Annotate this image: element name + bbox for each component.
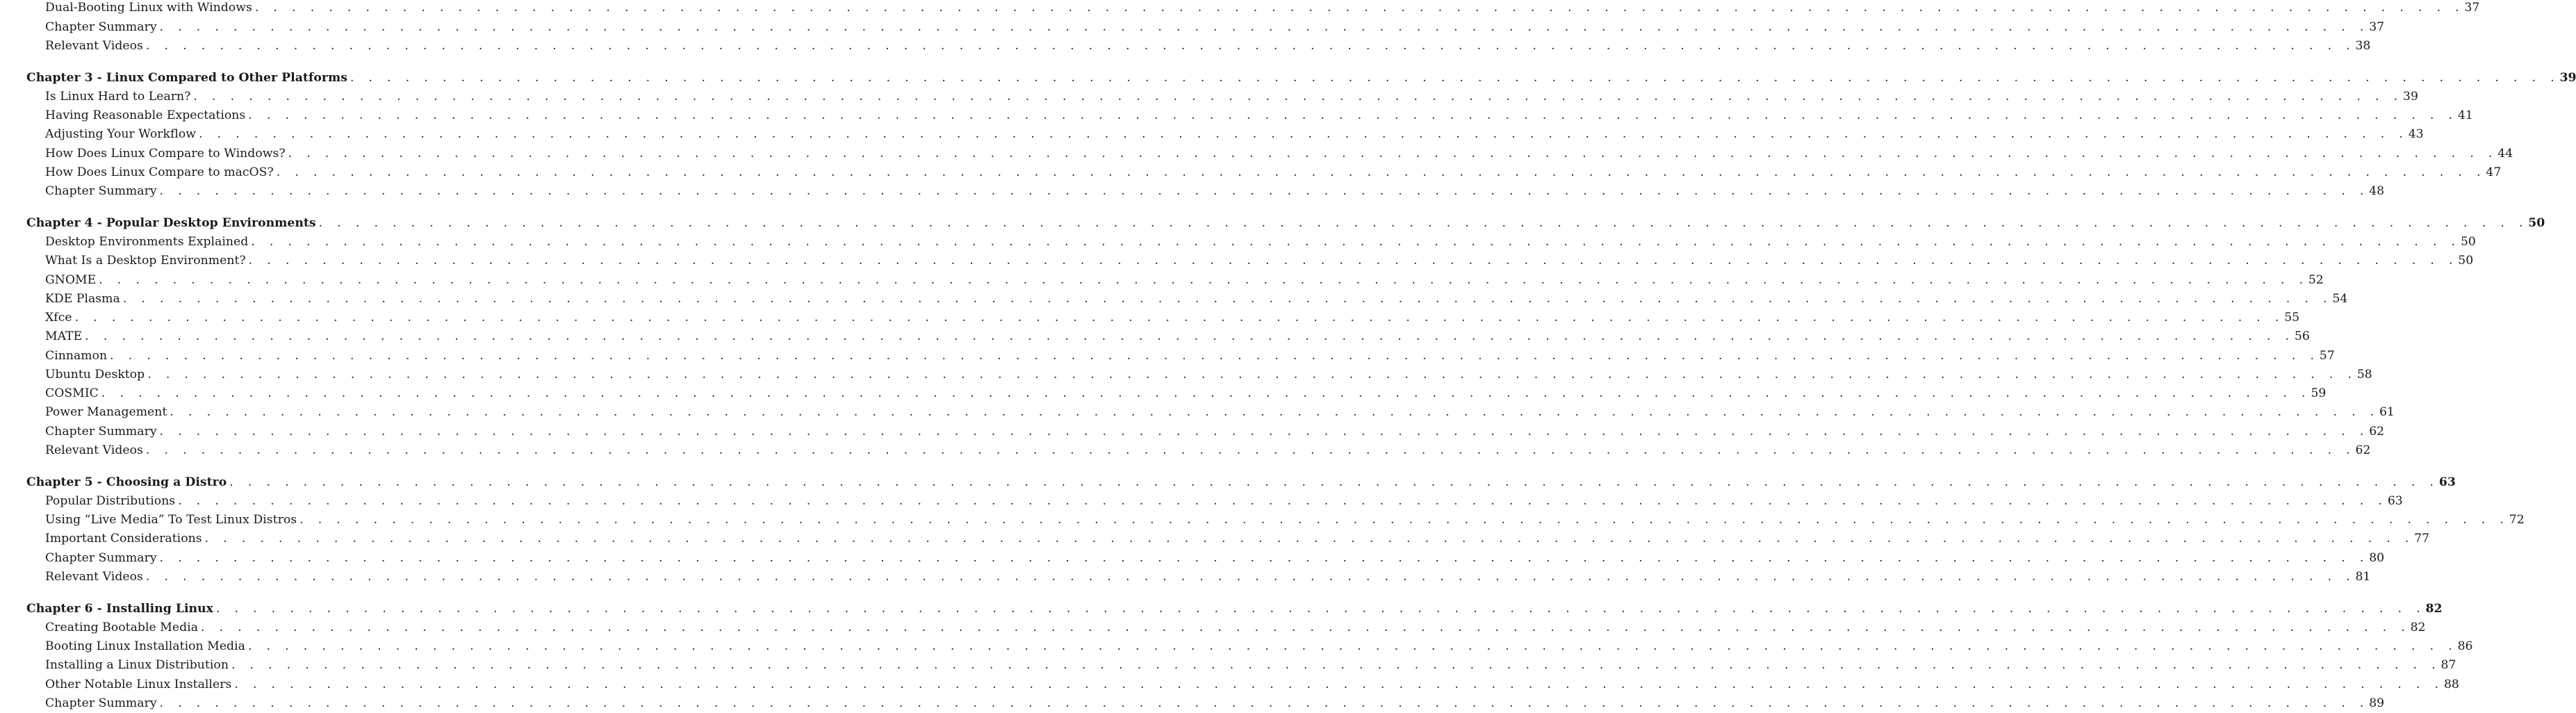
toc-entry-title: How Does Linux Compare to macOS? (45, 165, 277, 179)
dot-leader: . . . . . . . . . . . . . . . . . . . . . . . . . . . . . . . . . . . . . . . . . . . . . . . . . . . . . . . . . . . . . . . . . . . . . . . . . . . . . . . . . . . . . . . . . . . . . . . . . . . . . . . . . . . . . . . . . . . . . . . . (199, 127, 2409, 142)
dot-leader: . . . . . . . . . . . . . . . . . . . . . . . . . . . . . . . . . . . . . . . . . . . . . . . . . . . . . . . . . . . . . . . . . . . . . . . . . . . . . . . . . . . . . . . . . . . . . . . . . . . . . . . . . . . . . . . . . . . . . . . . (145, 443, 2356, 457)
toc-section-entry[interactable] (0, 37, 2371, 56)
toc-entry-title: How Does Linux Compare to Windows? (45, 147, 288, 161)
dot-leader: . . . . . . . . . . . . . . . . . . . . . . . . . . . . . . . . . . . . . . . . . . . . . . . . . . . . . . . . . . . . . . . . . . . . . . . . . . . . . . . . . . . . . . . . . . . . . . . . . . . . . . . . . . . . . . . . . . . . . . . . (85, 329, 2295, 344)
toc-section-entry[interactable] (0, 233, 2476, 252)
dot-leader: . . . . . . . . . . . . . . . . . . . . . . . . . . . . . . . . . . . . . . . . . . . . . . . . . . . . . . . . . . . . . . . . . . . . . . . . . . . . . . . . . . . . . . . . . . . . . . . . . . . . . . . . . . . . . . . . . . . . . . . . (170, 405, 2379, 420)
toc-entry-title: KDE Plasma (45, 292, 123, 306)
dot-leader: . . . . . . . . . . . . . . . . . . . . . . . . . . . . . . . . . . . . . . . . . . . . . . . . . . . . . . . . . . . . . . . . . . . . . . . . . . . . . . . . . . . . . . . . . . . . . . . . . . . . . . . . . . . . . . . . . . . . . . . . (254, 1, 2465, 15)
dot-leader: . . . . . . . . . . . . . . . . . . . . . . . . . . . . . . . . . . . . . . . . . . . . . . . . . . . . . . . . . . . . . . . . . . . . . . . . . . . . . . . . . . . . . . . . . . . . . . . . . . . . . . . . . . . . . . . . . . . . . . . . (159, 550, 2370, 565)
toc-section-entry[interactable] (0, 530, 2430, 548)
toc-entry-title: Chapter Summary (45, 184, 160, 198)
toc-entry-title: Chapter Summary (45, 696, 160, 710)
toc-entry-page-number: 39 (2559, 70, 2576, 85)
toc-entry-title: Chapter 5 - Choosing a Distro (26, 475, 229, 489)
toc-entry-page-number: 72 (2509, 513, 2525, 527)
toc-chapter-entry[interactable] (0, 473, 2456, 491)
dot-leader: . . . . . . . . . . . . . . . . . . . . . . . . . . . . . . . . . . . . . . . . . . . . . . . . . . . . . . . . . . . . . . . . . . . . . . . . . . . . . . . . . . . . . . . . . . . . . . . . . . . . . . . . . . . . . . . . . . . . . . . . (350, 70, 2560, 85)
toc-section-entry[interactable] (0, 327, 2310, 346)
toc-section-entry[interactable] (0, 309, 2300, 327)
toc-entry-title: Using “Live Media” To Test Linux Distros (45, 513, 300, 527)
toc-entry-title: Adjusting Your Workflow (45, 127, 199, 141)
dot-leader: . . . . . . . . . . . . . . . . . . . . . . . . . . . . . . . . . . . . . . . . . . . . . . . . . . . . . . . . . . . . . . . . . . . . . . . . . . . . . . . . . . . . . . . . . . . . . . . . . . . . . . . . . . . . . . . . . . . . . . . . (178, 493, 2388, 508)
toc-entry-title: Desktop Environments Explained (45, 235, 251, 249)
toc-entry-page-number: 87 (2440, 658, 2456, 673)
toc-entry-page-number: 63 (2438, 475, 2456, 489)
dot-leader: . . . . . . . . . . . . . . . . . . . . . . . . . . . . . . . . . . . . . . . . . . . . . . . . . . . . . . . . . . . . . . . . . . . . . . . . . . . . . . . . . . . . . . . . . . . . . . . . . . . . . . . . . . . . . . . . . . . . . . . . (229, 475, 2439, 489)
dot-leader: . . . . . . . . . . . . . . . . . . . . . . . . . . . . . . . . . . . . . . . . . . . . . . . . . . . . . . . . . . . . . . . . . . . . . . . . . . . . . . . . . . . . . . . . . . . . . . . . . . . . . . . . . . . . . . . . . . . . . . . . (248, 108, 2458, 122)
toc-entry-page-number: 47 (2486, 165, 2502, 179)
dot-leader: . . . . . . . . . . . . . . . . . . . . . . . . . . . . . . . . . . . . . . . . . . . . . . . . . . . . . . . . . . . . . . . . . . . . . . . . . . . . . . . . . . . . . . . . . . . . . . . . . . . . . . . . . . . . . . . . . . . . . . . . (145, 38, 2356, 53)
toc-entry-page-number: 86 (2457, 639, 2473, 653)
dot-leader: . . . . . . . . . . . . . . . . . . . . . . . . . . . . . . . . . . . . . . . . . . . . . . . . . . . . . . . . . . . . . . . . . . . . . . . . . . . . . . . . . . . . . . . . . . . . . . . . . . . . . . . . . . . . . . . . . . . . . . . . (276, 165, 2486, 179)
toc-chapter-entry[interactable] (0, 68, 2576, 87)
toc-section-entry[interactable] (0, 384, 2327, 403)
toc-entry-title: Relevant Videos (45, 570, 146, 584)
dot-leader: . . . . . . . . . . . . . . . . . . . . . . . . . . . . . . . . . . . . . . . . . . . . . . . . . . . . . . . . . . . . . . . . . . . . . . . . . . . . . . . . . . . . . . . . . . . . . . . . . . . . . . . . . . . . . . . . . . . . . . . . (147, 367, 2357, 382)
toc-section-entry[interactable] (0, 441, 2371, 460)
toc-entry-page-number: 55 (2284, 311, 2300, 325)
toc-entry-title: Xfce (45, 311, 75, 325)
dot-leader: . . . . . . . . . . . . . . . . . . . . . . . . . . . . . . . . . . . . . . . . . . . . . . . . . . . . . . . . . . . . . . . . . . . . . . . . . . . . . . . . . . . . . . . . . . . . . . . . . . . . . . . . . . . . . . . . . . . . . . . . (300, 513, 2509, 527)
toc-entry-page-number: 39 (2403, 89, 2418, 104)
dot-leader: . . . . . . . . . . . . . . . . . . . . . . . . . . . . . . . . . . . . . . . . . . . . . . . . . . . . . . . . . . . . . . . . . . . . . . . . . . . . . . . . . . . . . . . . . . . . . . . . . . . . . . . . . . . . . . . . . . . . . . . . (110, 348, 2320, 363)
toc-entry-page-number: 52 (2308, 272, 2324, 287)
toc-entry-page-number: 37 (2369, 19, 2385, 34)
dot-leader: . . . . . . . . . . . . . . . . . . . . . . . . . . . . . . . . . . . . . . . . . . . . . . . . . . . . . . . . . . . . . . . . . . . . . . . . . . . . . . . . . . . . . . . . . . . . . . . . . . . . . . . . . . . . . . . . . . . . . . . . (74, 311, 2285, 325)
toc-section-entry[interactable] (0, 17, 2385, 36)
dot-leader: . . . . . . . . . . . . . . . . . . . . . . . . . . . . . . . . . . . . . . . . . . . . . . . . . . . . . . . . . . . . . . . . . . . . . . . . . . . . . . . . . . . . . . . . . . . . . . . . . . . . . . . . . . . . . . . . . . . . . . . . (318, 215, 2529, 230)
toc-section-entry[interactable] (0, 182, 2385, 201)
dot-leader: . . . . . . . . . . . . . . . . . . . . . . . . . . . . . . . . . . . . . . . . . . . . . . . . . . . . . . . . . . . . . . . . . . . . . . . . . . . . . . . . . . . . . . . . . . . . . . . . . . . . . . . . . . . . . . . . . . . . . . . . (99, 272, 2308, 287)
toc-entry-page-number: 38 (2355, 38, 2371, 53)
toc-entry-title: GNOME (45, 273, 99, 287)
toc-section-entry[interactable] (0, 492, 2403, 511)
toc-entry-title: Chapter 4 - Popular Desktop Environments (26, 216, 319, 230)
dot-leader: . . . . . . . . . . . . . . . . . . . . . . . . . . . . . . . . . . . . . . . . . . . . . . . . . . . . . . . . . . . . . . . . . . . . . . . . . . . . . . . . . . . . . . . . . . . . . . . . . . . . . . . . . . . . . . . . . . . . . . . . (145, 569, 2356, 584)
toc-chapter-entry[interactable] (0, 599, 2443, 618)
dot-leader: . . . . . . . . . . . . . . . . . . . . . . . . . . . . . . . . . . . . . . . . . . . . . . . . . . . . . . . . . . . . . . . . . . . . . . . . . . . . . . . . . . . . . . . . . . . . . . . . . . . . . . . . . . . . . . . . . . . . . . . . (201, 620, 2411, 634)
toc-section-entry[interactable] (0, 366, 2372, 384)
toc-section-entry[interactable] (0, 422, 2385, 441)
dot-leader: . . . . . . . . . . . . . . . . . . . . . . . . . . . . . . . . . . . . . . . . . . . . . . . . . . . . . . . . . . . . . . . . . . . . . . . . . . . . . . . . . . . . . . . . . . . . . . . . . . . . . . . . . . . . . . . . . . . . . . . . (101, 386, 2311, 400)
dot-leader: . . . . . . . . . . . . . . . . . . . . . . . . . . . . . . . . . . . . . . . . . . . . . . . . . . . . . . . . . . . . . . . . . . . . . . . . . . . . . . . . . . . . . . . . . . . . . . . . . . . . . . . . . . . . . . . . . . . . . . . . (288, 146, 2498, 161)
toc-entry-page-number: 44 (2497, 146, 2513, 161)
toc-entry-title: Ubuntu Desktop (45, 368, 147, 382)
toc-entry-title: Chapter Summary (45, 425, 160, 439)
dot-leader: . . . . . . . . . . . . . . . . . . . . . . . . . . . . . . . . . . . . . . . . . . . . . . . . . . . . . . . . . . . . . . . . . . . . . . . . . . . . . . . . . . . . . . . . . . . . . . . . . . . . . . . . . . . . . . . . . . . . . . . . (193, 89, 2404, 104)
toc-entry-page-number: 56 (2294, 329, 2310, 344)
dot-leader: . . . . . . . . . . . . . . . . . . . . . . . . . . . . . . . . . . . . . . . . . . . . . . . . . . . . . . . . . . . . . . . . . . . . . . . . . . . . . . . . . . . . . . . . . . . . . . . . . . . . . . . . . . . . . . . . . . . . . . . . (204, 532, 2415, 546)
dot-leader: . . . . . . . . . . . . . . . . . . . . . . . . . . . . . . . . . . . . . . . . . . . . . . . . . . . . . . . . . . . . . . . . . . . . . . . . . . . . . . . . . . . . . . . . . . . . . . . . . . . . . . . . . . . . . . . . . . . . . . . . (247, 639, 2458, 653)
toc-entry-page-number: 89 (2369, 696, 2385, 710)
toc-entry-page-number: 58 (2356, 367, 2372, 382)
toc-entry-page-number: 50 (2458, 254, 2474, 268)
toc-entry-title: Relevant Videos (45, 443, 146, 457)
toc-entry-page-number: 48 (2369, 184, 2385, 198)
toc-entry-page-number: 82 (2425, 601, 2443, 616)
toc-entry-title: Is Linux Hard to Learn? (45, 90, 193, 104)
toc-entry-page-number: 63 (2387, 493, 2403, 508)
toc-entry-title: MATE (45, 329, 85, 343)
toc-section-entry[interactable] (0, 675, 2459, 694)
toc-entry-title: Popular Distributions (45, 494, 178, 508)
toc-section-entry[interactable] (0, 637, 2473, 656)
dot-leader: . . . . . . . . . . . . . . . . . . . . . . . . . . . . . . . . . . . . . . . . . . . . . . . . . . . . . . . . . . . . . . . . . . . . . . . . . . . . . . . . . . . . . . . . . . . . . . . . . . . . . . . . . . . . . . . . . . . . . . . . (122, 291, 2333, 306)
dot-leader: . . . . . . . . . . . . . . . . . . . . . . . . . . . . . . . . . . . . . . . . . . . . . . . . . . . . . . . . . . . . . . . . . . . . . . . . . . . . . . . . . . . . . . . . . . . . . . . . . . . . . . . . . . . . . . . . . . . . . . . . (159, 696, 2370, 710)
toc-section-entry[interactable] (0, 511, 2525, 530)
toc-section-entry[interactable] (0, 144, 2513, 163)
toc-entry-page-number: 88 (2443, 677, 2459, 691)
toc-entry-title: Power Management (45, 405, 170, 419)
toc-entry-title: Installing a Linux Distribution (45, 658, 231, 672)
toc-entry-title: Dual-Booting Linux with Windows (45, 1, 255, 15)
toc-entry-title: Other Notable Linux Installers (45, 678, 234, 691)
toc-entry-page-number: 77 (2414, 532, 2430, 546)
toc-section-entry[interactable] (0, 290, 2348, 309)
toc-section-entry[interactable] (0, 618, 2426, 637)
dot-leader: . . . . . . . . . . . . . . . . . . . . . . . . . . . . . . . . . . . . . . . . . . . . . . . . . . . . . . . . . . . . . . . . . . . . . . . . . . . . . . . . . . . . . . . . . . . . . . . . . . . . . . . . . . . . . . . . . . . . . . . . (159, 19, 2370, 34)
toc-entry-page-number: 54 (2332, 291, 2348, 306)
toc-entry-title: Creating Bootable Media (45, 621, 201, 634)
toc-entry-page-number: 59 (2311, 386, 2327, 400)
toc-section-entry[interactable] (0, 346, 2335, 365)
toc-entry-page-number: 80 (2369, 550, 2385, 565)
toc-entry-title: Having Reasonable Expectations (45, 108, 248, 122)
dot-leader: . . . . . . . . . . . . . . . . . . . . . . . . . . . . . . . . . . . . . . . . . . . . . . . . . . . . . . . . . . . . . . . . . . . . . . . . . . . . . . . . . . . . . . . . . . . . . . . . . . . . . . . . . . . . . . . . . . . . . . . . (231, 658, 2441, 673)
toc-section-entry[interactable] (0, 694, 2385, 713)
toc-entry-title: Booting Linux Installation Media (45, 639, 248, 653)
toc-entry-page-number: 41 (2457, 108, 2473, 122)
toc-section-entry[interactable] (0, 270, 2324, 289)
toc-section-entry[interactable] (0, 568, 2371, 587)
toc-entry-title: Chapter Summary (45, 551, 160, 565)
toc-entry-page-number: 62 (2369, 424, 2385, 439)
toc-section-entry[interactable] (0, 106, 2473, 125)
toc-entry-page-number: 43 (2408, 127, 2424, 142)
toc-entry-page-number: 61 (2379, 405, 2395, 420)
toc-entry-page-number: 57 (2319, 348, 2335, 363)
toc-entry-title: Chapter 3 - Linux Compared to Other Platforms (26, 71, 350, 85)
toc-section-entry[interactable] (0, 656, 2456, 675)
toc-section-entry[interactable] (0, 88, 2418, 106)
dot-leader: . . . . . . . . . . . . . . . . . . . . . . . . . . . . . . . . . . . . . . . . . . . . . . . . . . . . . . . . . . . . . . . . . . . . . . . . . . . . . . . . . . . . . . . . . . . . . . . . . . . . . . . . . . . . . . . . . . . . . . . . (159, 184, 2370, 198)
toc-entry-title: Chapter Summary (45, 20, 160, 34)
toc-entry-page-number: 82 (2410, 620, 2426, 634)
dot-leader: . . . . . . . . . . . . . . . . . . . . . . . . . . . . . . . . . . . . . . . . . . . . . . . . . . . . . . . . . . . . . . . . . . . . . . . . . . . . . . . . . . . . . . . . . . . . . . . . . . . . . . . . . . . . . . . . . . . . . . . . (248, 254, 2459, 268)
dot-leader: . . . . . . . . . . . . . . . . . . . . . . . . . . . . . . . . . . . . . . . . . . . . . . . . . . . . . . . . . . . . . . . . . . . . . . . . . . . . . . . . . . . . . . . . . . . . . . . . . . . . . . . . . . . . . . . . . . . . . . . . (159, 424, 2370, 439)
toc-entry-page-number: 37 (2464, 1, 2480, 15)
toc-chapter-entry[interactable] (0, 214, 2545, 233)
toc-entry-title: Cinnamon (45, 349, 110, 363)
dot-leader: . . . . . . . . . . . . . . . . . . . . . . . . . . . . . . . . . . . . . . . . . . . . . . . . . . . . . . . . . . . . . . . . . . . . . . . . . . . . . . . . . . . . . . . . . . . . . . . . . . . . . . . . . . . . . . . . . . . . . . . . (251, 235, 2461, 249)
toc-entry-page-number: 62 (2355, 443, 2371, 457)
toc-entry-page-number: 50 (2460, 235, 2476, 249)
toc-entry-page-number: 81 (2355, 569, 2371, 584)
dot-leader: . . . . . . . . . . . . . . . . . . . . . . . . . . . . . . . . . . . . . . . . . . . . . . . . . . . . . . . . . . . . . . . . . . . . . . . . . . . . . . . . . . . . . . . . . . . . . . . . . . . . . . . . . . . . . . . . . . . . . . . . (234, 677, 2444, 691)
dot-leader: . . . . . . . . . . . . . . . . . . . . . . . . . . . . . . . . . . . . . . . . . . . . . . . . . . . . . . . . . . . . . . . . . . . . . . . . . . . . . . . . . . . . . . . . . . . . . . . . . . . . . . . . . . . . . . . . . . . . . . . . (215, 601, 2426, 616)
toc-entry-page-number: 50 (2528, 215, 2545, 230)
toc-section-entry[interactable] (0, 403, 2395, 422)
toc-section-entry[interactable] (0, 252, 2474, 270)
toc-entry-title: What Is a Desktop Environment? (45, 254, 249, 268)
toc-section-entry[interactable] (0, 548, 2385, 567)
toc-entry-title: Important Considerations (45, 532, 205, 546)
toc-entry-title: Chapter 6 - Installing Linux (26, 602, 216, 616)
toc-entry-title: Relevant Videos (45, 39, 146, 53)
toc-section-entry[interactable] (0, 0, 2480, 17)
toc-section-entry[interactable] (0, 125, 2424, 144)
toc-section-entry[interactable] (0, 163, 2502, 182)
toc-entry-title: COSMIC (45, 386, 101, 400)
